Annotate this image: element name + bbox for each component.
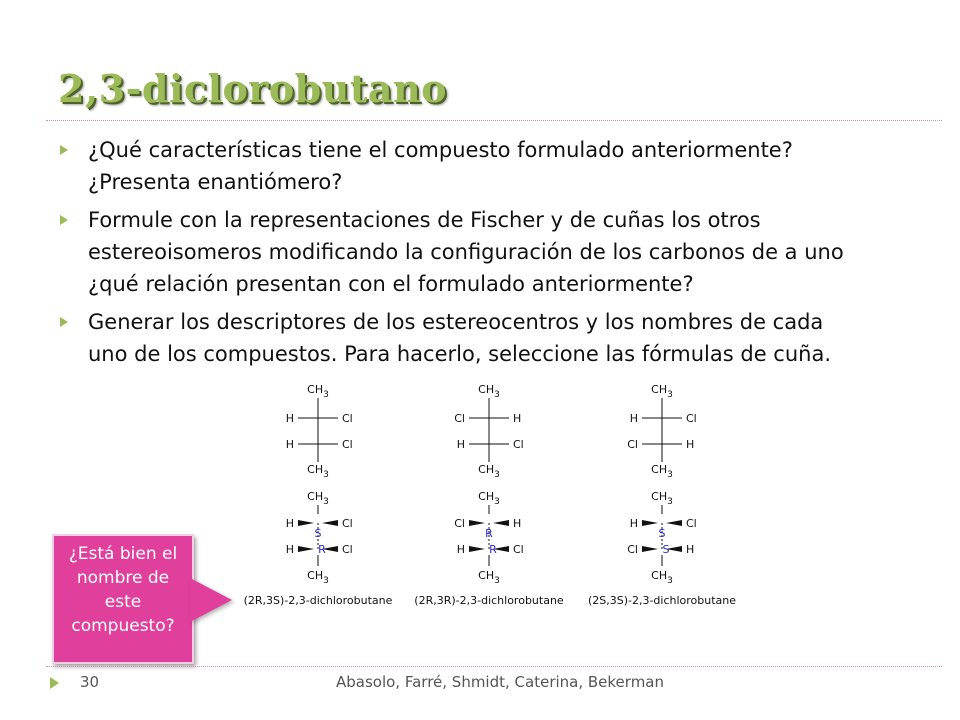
bullet-text: ¿Qué características tiene el compuesto formulado anteriormente? ¿Presenta enantiómero? xyxy=(88,138,793,194)
fischer-top-group: $CH_3$ xyxy=(307,383,329,400)
fischer-substituent: H xyxy=(285,438,294,451)
footer-separator xyxy=(46,666,942,667)
compound-name: (2R,3R)-2,3-dichlorobutane xyxy=(414,594,564,607)
bullet-text: Formule con la representaciones de Fischer y de cuñas los otros estereoisomeros modificando la configuración de los carbonos de a uno ¿qué relación presentan con el formulado anteriormente? xyxy=(88,208,844,296)
wedge-substituent: H xyxy=(686,543,695,556)
wedge-bond xyxy=(642,546,658,552)
fischer-substituent: H xyxy=(513,412,522,425)
fischer-substituent: H xyxy=(285,412,294,425)
fischer-top-group: $CH_3$ xyxy=(478,383,500,400)
stereo-descriptor: S xyxy=(314,527,322,540)
stereo-descriptor: S xyxy=(658,527,666,540)
wedge-bottom-group: $CH_3$ xyxy=(307,569,329,586)
wedge-bond xyxy=(493,520,509,526)
bullet-text: Generar los descriptores de los estereocentros y los nombres de cada uno de los compuestos. Para hacerlo, seleccione las fórmulas de cuña. xyxy=(88,310,832,366)
wedge-substituent: Cl xyxy=(513,543,524,556)
wedge-bond xyxy=(469,546,485,552)
fischer-substituent: Cl xyxy=(342,438,353,451)
wedge-substituent: Cl xyxy=(627,543,638,556)
compound-name: (2R,3S)-2,3-dichlorobutane xyxy=(243,594,393,607)
fischer-top-group: $CH_3$ xyxy=(651,383,673,400)
page-number: 30 xyxy=(80,673,100,691)
stereo-descriptor: S xyxy=(662,543,670,556)
fischer-bottom-group: $CH_3$ xyxy=(651,463,673,480)
wedge-top-group: $CH_3$ xyxy=(651,490,673,507)
compound-name: (2S,3S)-2,3-dichlorobutane xyxy=(587,594,737,607)
footer-arrow-icon xyxy=(50,677,59,689)
wedge-bottom-group: $CH_3$ xyxy=(478,569,500,586)
wedge-bond xyxy=(642,520,658,526)
wedge-bond xyxy=(666,520,682,526)
callout-arrow-icon xyxy=(190,578,232,622)
fischer-substituent: Cl xyxy=(342,412,353,425)
wedge-substituent: H xyxy=(285,517,294,530)
stereo-descriptor: R xyxy=(489,543,497,556)
wedge-substituent: Cl xyxy=(342,517,353,530)
footer-authors: Abasolo, Farré, Shmidt, Caterina, Bekerman xyxy=(336,673,665,691)
callout-text: ¿Está bien el nombre de este compuesto? xyxy=(68,544,178,636)
wedge-substituent: Cl xyxy=(686,517,697,530)
wedge-substituent: H xyxy=(456,543,465,556)
wedge-top-group: $CH_3$ xyxy=(478,490,500,507)
wedge-bond xyxy=(322,520,338,526)
wedge-substituent: Cl xyxy=(342,543,353,556)
fischer-substituent: H xyxy=(686,438,695,451)
fischer-substituent: Cl xyxy=(627,438,638,451)
fischer-substituent: Cl xyxy=(513,438,524,451)
question-callout xyxy=(52,534,194,664)
fischer-substituent: Cl xyxy=(454,412,465,425)
wedge-substituent: H xyxy=(285,543,294,556)
fischer-bottom-group: $CH_3$ xyxy=(478,463,500,480)
wedge-substituent: H xyxy=(513,517,522,530)
fischer-substituent: Cl xyxy=(686,412,697,425)
wedge-substituent: Cl xyxy=(454,517,465,530)
stereo-descriptor: R xyxy=(485,527,493,540)
fischer-substituent: H xyxy=(456,438,465,451)
wedge-top-group: $CH_3$ xyxy=(307,490,329,507)
wedge-bottom-group: $CH_3$ xyxy=(651,569,673,586)
wedge-bond xyxy=(469,520,485,526)
fischer-bottom-group: $CH_3$ xyxy=(307,463,329,480)
wedge-bond xyxy=(298,546,314,552)
stereo-descriptor: R xyxy=(318,543,326,556)
wedge-substituent: H xyxy=(629,517,638,530)
wedge-bond xyxy=(298,520,314,526)
fischer-substituent: H xyxy=(629,412,638,425)
slide-title: 2,3-diclorobutano xyxy=(58,66,448,111)
